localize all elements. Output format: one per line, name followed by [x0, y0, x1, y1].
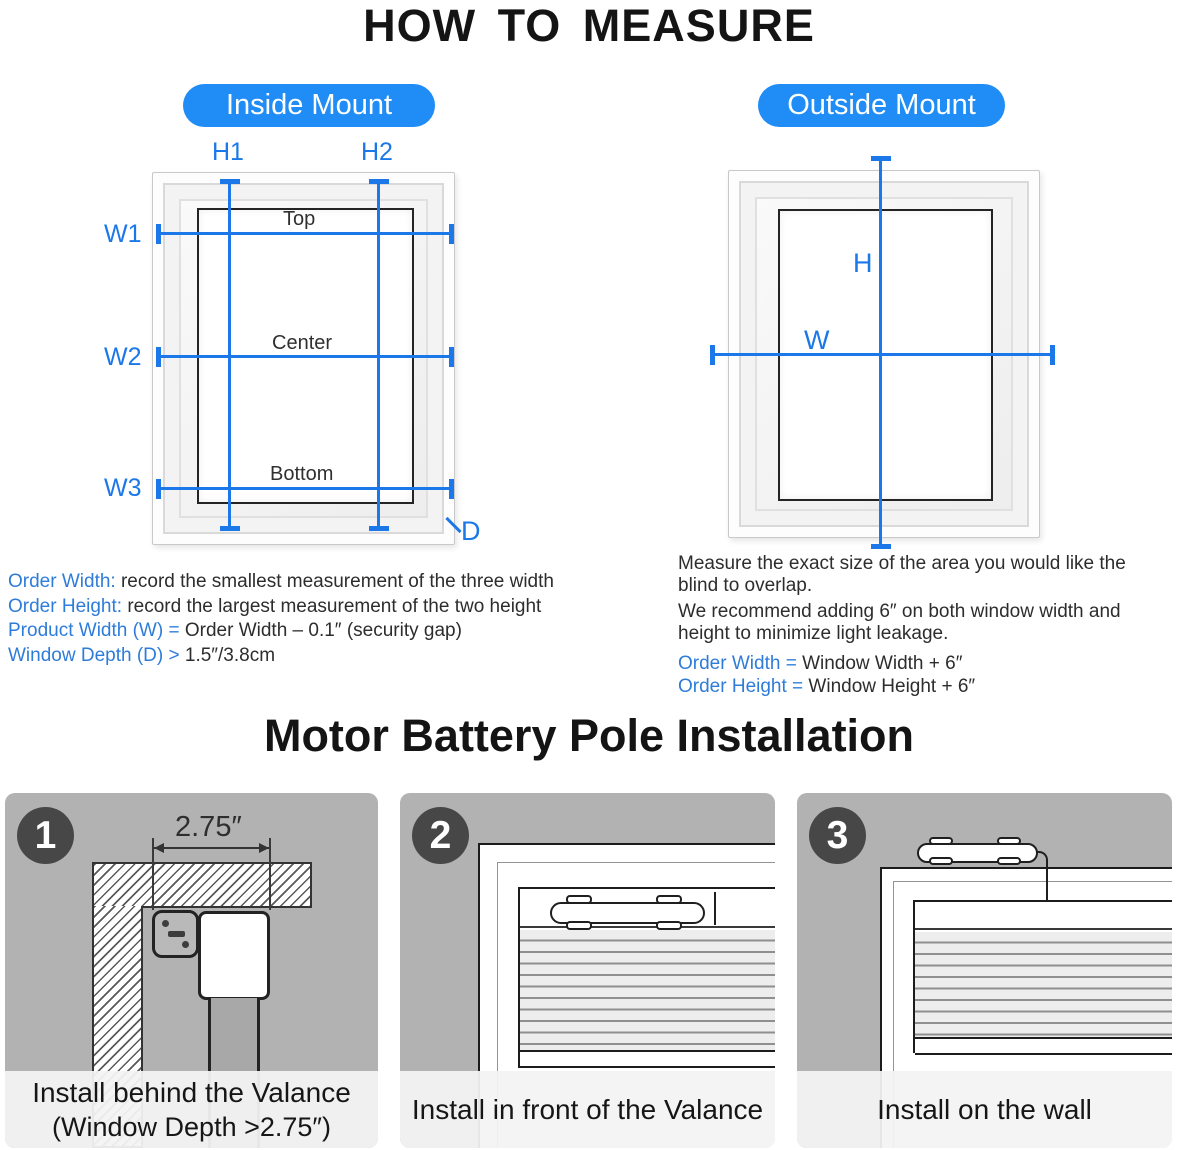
- outside-mount-badge: [758, 84, 1005, 127]
- blind-bottom-rail: [915, 1039, 1172, 1055]
- note-overlap: Measure the exact size of the area you would like the blind to overlap.: [678, 553, 1126, 596]
- battery-pole-tab: [929, 837, 953, 845]
- step-panel-2: [400, 793, 775, 1148]
- blind-slats: [520, 930, 775, 1052]
- inside-mount-badge: [183, 84, 435, 127]
- label-h1: H1: [212, 138, 244, 166]
- step-panel-3: [797, 793, 1172, 1148]
- pole-wire: [1037, 851, 1048, 900]
- cellular-blind: [913, 900, 1172, 1053]
- battery-pole-tab: [656, 895, 682, 904]
- label-depth: D: [461, 516, 481, 546]
- step-number-badge: 1: [17, 807, 74, 864]
- mount-bracket: [152, 910, 199, 958]
- section-title: Motor Battery Pole Installation: [263, 710, 915, 761]
- formula-order-height: Order Height = Window Height + 6″: [678, 675, 976, 697]
- battery-pole-tab: [566, 921, 592, 930]
- step-caption: Install on the wall: [877, 1093, 1092, 1125]
- blind-headrail: [915, 902, 1172, 930]
- dimension-value: 2.75″: [175, 811, 242, 843]
- page-title: HOW TO MEASURE: [363, 0, 815, 51]
- inside-mount-label: Inside Mount: [225, 89, 393, 121]
- bracket-screw-bottom: [182, 941, 189, 948]
- note-product-width: Product Width (W) = Order Width – 0.1″ (security gap): [8, 620, 462, 641]
- step-caption: Install in front of the Valance: [411, 1093, 764, 1125]
- battery-pole-tab: [997, 857, 1021, 865]
- label-center: Center: [272, 332, 333, 354]
- wall-section-top: [92, 862, 312, 908]
- label-h2: H2: [361, 138, 393, 166]
- label-bottom: Bottom: [270, 463, 334, 485]
- label-w2: W2: [104, 343, 142, 371]
- measure-line-w2: [158, 355, 452, 358]
- note-recommend: We recommend adding 6″ on both window width and height to minimize light leakage.: [678, 601, 1121, 644]
- battery-pole-tab: [929, 857, 953, 865]
- inside-mount-notes: [8, 570, 628, 668]
- blind-bottom-rail: [520, 1052, 775, 1068]
- dimension-extension-right: [269, 838, 271, 910]
- note-order-width: Order Width: record the smallest measurement of the three width: [8, 571, 554, 592]
- outside-mount-notes: [678, 553, 1158, 698]
- label-top: Top: [283, 208, 316, 230]
- caption-strip: [5, 1071, 378, 1148]
- battery-pole-tab: [656, 921, 682, 930]
- battery-pole-tab: [566, 895, 592, 904]
- dimension-arrow: [154, 847, 269, 849]
- step-caption: Install behind the Valance: [32, 1077, 351, 1108]
- bracket-screw-top: [162, 920, 169, 927]
- caption-strip: [400, 1071, 775, 1148]
- label-h: H: [853, 248, 873, 278]
- step-number-badge: 2: [412, 807, 469, 864]
- note-window-depth: Window Depth (D) > 1.5″/3.8cm: [8, 644, 276, 666]
- measure-line-w: [712, 353, 1053, 356]
- formula-order-width: Order Width = Window Width + 6″: [678, 653, 963, 674]
- step-panel-1: [5, 793, 378, 1148]
- step-number-badge: 3: [809, 807, 866, 864]
- note-order-height: Order Height: record the largest measurement of the two height: [8, 595, 542, 617]
- blind-slats: [915, 932, 1172, 1039]
- battery-pole-tab: [997, 837, 1021, 845]
- measure-line-w3: [158, 487, 452, 490]
- pole-pocket-end: [714, 892, 716, 925]
- label-w3: W3: [104, 474, 142, 502]
- motor-head: [198, 911, 270, 1000]
- step-caption-line2: (Window Depth >2.75″): [52, 1112, 331, 1142]
- measure-line-w1: [158, 232, 452, 235]
- outside-mount-label: Outside Mount: [787, 89, 976, 121]
- label-w1: W1: [104, 220, 142, 248]
- label-w: W: [804, 325, 830, 355]
- caption-strip: [797, 1071, 1172, 1148]
- bracket-slot: [168, 931, 185, 937]
